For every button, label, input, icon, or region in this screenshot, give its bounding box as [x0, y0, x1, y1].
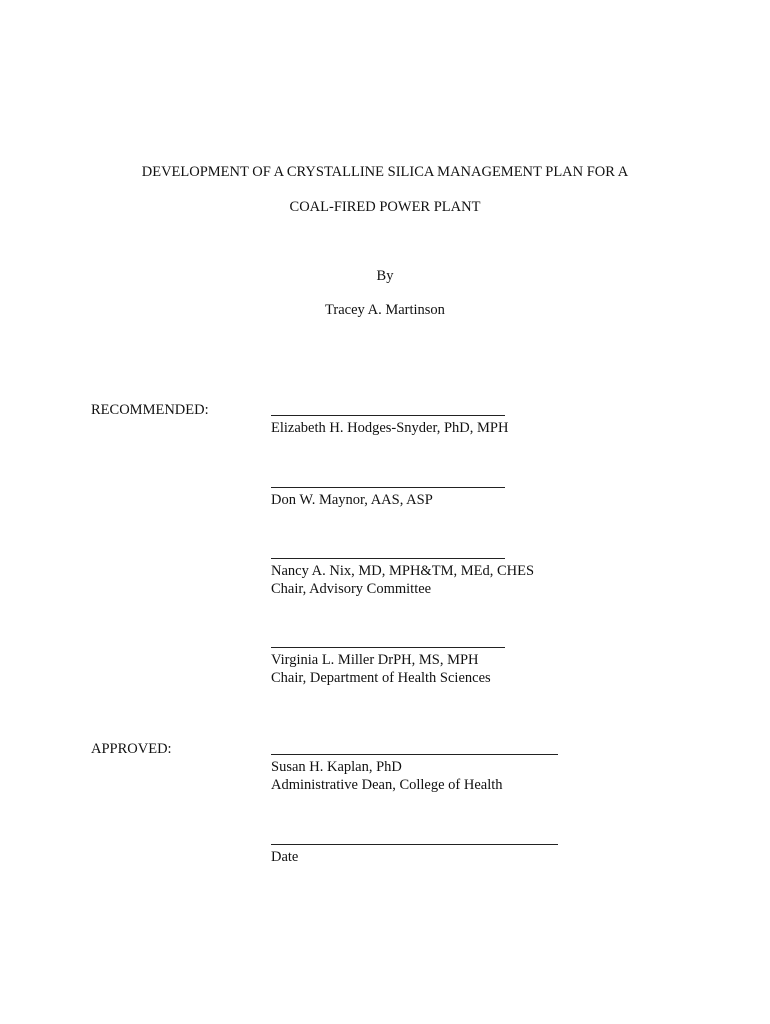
- signatory-name: Don W. Maynor, AAS, ASP: [271, 492, 433, 508]
- signature-line: [271, 487, 505, 488]
- signatory-name: Virginia L. Miller DrPH, MS, MPH: [271, 652, 479, 668]
- signature-block-nix: [271, 558, 534, 598]
- signatory-name: Nancy A. Nix, MD, MPH&TM, MEd, CHES: [271, 563, 535, 579]
- author-name: Tracey A. Martinson: [325, 302, 445, 318]
- signatory-role: Administrative Dean, College of Health: [271, 777, 503, 793]
- signature-line: [271, 754, 558, 755]
- signature-line: [271, 647, 505, 648]
- recommended-label: RECOMMENDED:: [91, 402, 209, 418]
- signature-block-maynor: [271, 487, 505, 509]
- signatory-role: Chair, Department of Health Sciences: [271, 670, 491, 686]
- title-line-2: COAL-FIRED POWER PLANT: [289, 199, 481, 215]
- approved-label: APPROVED:: [91, 741, 172, 757]
- signature-block-hodges-snyder: [271, 415, 508, 437]
- date-label: Date: [271, 849, 299, 865]
- title-line-1: DEVELOPMENT OF A CRYSTALLINE SILICA MANAGEMENT PLAN FOR A: [141, 164, 629, 180]
- signature-block-miller: [271, 647, 505, 687]
- signatory-role: Chair, Advisory Committee: [271, 581, 432, 597]
- signature-block-kaplan: [271, 754, 558, 794]
- by-label: By: [376, 268, 394, 284]
- signature-line: [271, 415, 505, 416]
- signatory-name: Elizabeth H. Hodges-Snyder, PhD, MPH: [271, 420, 509, 436]
- signature-block-date: [271, 844, 558, 866]
- signature-line: [271, 844, 558, 845]
- signature-line: [271, 558, 505, 559]
- signatory-name: Susan H. Kaplan, PhD: [271, 759, 402, 775]
